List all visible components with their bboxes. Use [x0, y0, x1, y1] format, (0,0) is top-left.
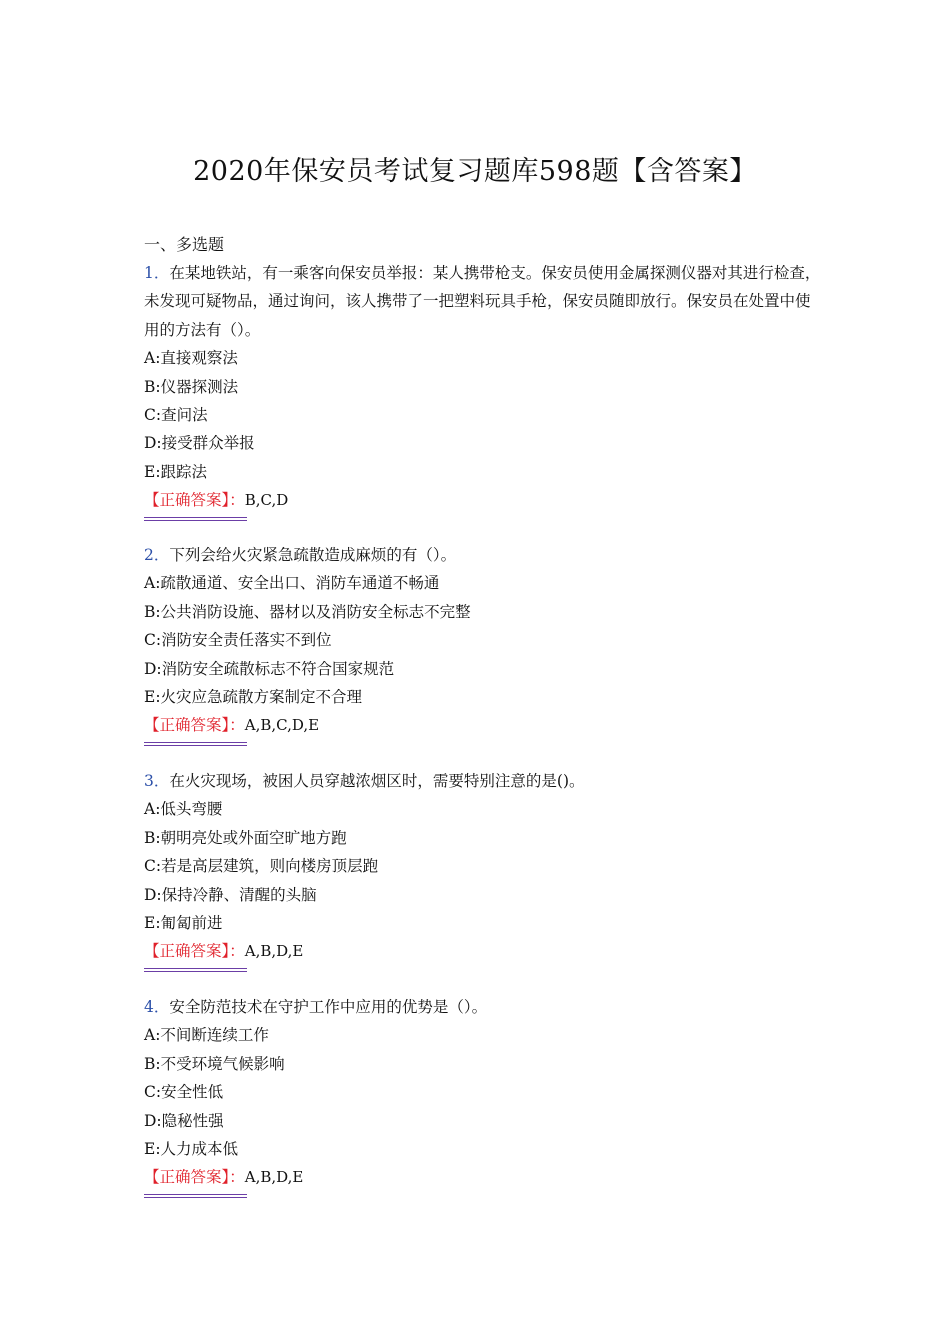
option-d: D:保持冷静、清醒的头脑: [144, 885, 317, 904]
answer-line: [144, 937, 824, 965]
question-2: [144, 541, 824, 740]
option-a: A:不间断连续工作: [144, 1026, 269, 1045]
answer-label: 【正确答案】：: [144, 1163, 245, 1191]
option-c: C:安全性低: [144, 1083, 224, 1102]
answer-value: A,B,D,E: [244, 1168, 304, 1187]
question-text: 在某地铁站，有一乘客向保安员举报：某人携带枪支。保安员使用金属探测仪器对其进行检查，未发现可疑物品，通过询问，该人携带了一把塑料玩具手枪，保安员随即放行。保安员在处置中使用的方法有（）。: [144, 264, 821, 339]
question-text: 安全防范技术在守护工作中应用的优势是（）。: [169, 998, 488, 1016]
option-b: B:不受环境气候影响: [144, 1054, 285, 1073]
option-b: B:仪器探测法: [144, 377, 239, 396]
option-c: C:消防安全责任落实不到位: [144, 631, 332, 650]
answer-line: [144, 1163, 824, 1191]
option-e: E:匍匐前进: [144, 914, 223, 933]
answer-label: 【正确答案】：: [144, 937, 245, 965]
question-number: 1: [144, 264, 154, 282]
option-a: A:直接观察法: [144, 349, 238, 368]
answer-line: [144, 711, 824, 739]
question-text: 在火灾现场，被困人员穿越浓烟区时，需要特别注意的是()。: [169, 772, 585, 790]
question-number: 3: [144, 772, 154, 790]
question-text: 下列会给火灾紧急疏散造成麻烦的有（）。: [169, 546, 457, 564]
section-heading: 一、多选题: [144, 235, 225, 254]
question-number: 2: [144, 546, 154, 564]
question-stem: 3．在火灾现场，被困人员穿越浓烟区时，需要特别注意的是()。: [144, 772, 585, 790]
answer-line: [144, 486, 824, 514]
option-a: A:疏散通道、安全出口、消防车通道不畅通: [144, 574, 440, 593]
answer-label: 【正确答案】：: [144, 711, 245, 739]
option-c: C:若是高层建筑，则向楼房顶层跑: [144, 857, 379, 876]
question-stem: 1．在某地铁站，有一乘客向保安员举报：某人携带枪支。保安员使用金属探测仪器对其进行检查，未发现可疑物品，通过询问，该人携带了一把塑料玩具手枪，保安员随即放行。保安员在处置中使用的方法有（）。: [144, 264, 821, 339]
option-e: E:火灾应急疏散方案制定不合理: [144, 688, 363, 707]
option-c: C:查问法: [144, 406, 208, 425]
option-b: B:朝明亮处或外面空旷地方跑: [144, 828, 347, 847]
question-3: [144, 767, 824, 966]
option-a: A:低头弯腰: [144, 800, 223, 819]
answer-value: A,B,C,D,E: [244, 716, 320, 735]
answer-value: B,C,D: [244, 491, 289, 510]
answer-value: A,B,D,E: [244, 942, 304, 961]
question-1: [144, 259, 824, 515]
question-stem: 2．下列会给火灾紧急疏散造成麻烦的有（）。: [144, 546, 457, 564]
question-4: [144, 993, 824, 1192]
option-d: D:消防安全疏散标志不符合国家规范: [144, 659, 395, 678]
option-e: E:人力成本低: [144, 1140, 239, 1159]
option-d: D:隐秘性强: [144, 1111, 224, 1130]
document-title: 2020年保安员考试复习题库598题【含答案】: [193, 156, 757, 187]
question-number: 4: [144, 998, 154, 1016]
answer-label: 【正确答案】：: [144, 486, 245, 514]
option-d: D:接受群众举报: [144, 434, 255, 453]
option-b: B:公共消防设施、器材以及消防安全标志不完整: [144, 602, 471, 621]
option-e: E:跟踪法: [144, 462, 208, 481]
question-stem: 4．安全防范技术在守护工作中应用的优势是（）。: [144, 998, 488, 1016]
